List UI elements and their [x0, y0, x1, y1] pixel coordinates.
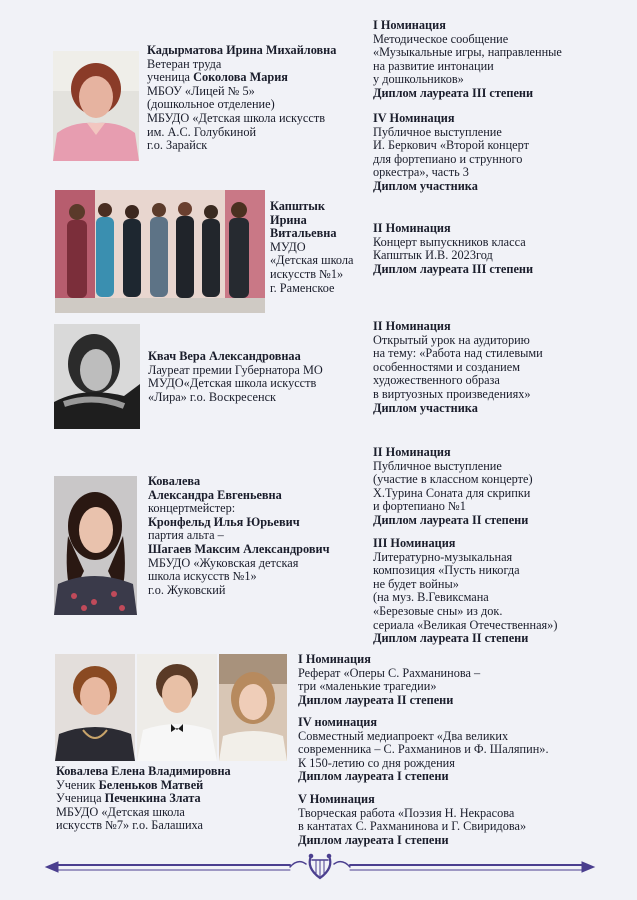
nomination-line: на тему: «Работа над стилевыми	[373, 346, 543, 361]
nomination-line: не будет войны»	[373, 576, 459, 591]
nomination-line: (на муз. В.Гевиксмана	[373, 590, 489, 605]
entry-1-city: г.о. Зарайск	[147, 138, 208, 153]
nomination-line: три «маленькие трагедии»	[298, 679, 437, 694]
nomination-line: современника – С. Рахманинов и Ф. Шаляпин».	[298, 742, 549, 757]
nomination-title: IV номинация	[298, 715, 378, 729]
nomination-line: на развитие интонации	[373, 58, 494, 73]
portrait-kovaleva-a-photo	[54, 476, 137, 615]
portrait-pechenkina-photo	[219, 654, 287, 761]
entry-4-part: партия альта –	[148, 528, 224, 543]
entry-3-name: Квач Вера Александровнаа	[148, 349, 301, 363]
entry-5-org-1: МБУДО «Детская школа	[56, 804, 185, 819]
footer-ornament	[40, 852, 600, 882]
entry-2-patronymic: Витальевна	[270, 226, 337, 241]
entry-4-role: концертмейстер:	[148, 501, 236, 516]
entry-3-nomination	[373, 320, 543, 415]
nomination-line: оркестра», часть 3	[373, 165, 469, 180]
nomination-title: I Номинация	[298, 652, 371, 666]
diploma-label: Диплом лауреата III степени	[373, 85, 534, 100]
nomination-title: II Номинация	[373, 445, 451, 459]
entry-1-org-1: МБОУ «Лицей № 5»	[147, 83, 255, 98]
nomination-title: III Номинация	[373, 536, 456, 550]
entry-4-accompanist: Кронфельд Илья Юрьевич	[148, 514, 300, 529]
lyre-ornament-icon	[40, 852, 600, 882]
entry-4-name: Александра Евгеньевна	[148, 487, 282, 502]
entry-1-nomination-2	[373, 112, 529, 194]
entry-4-org-1: МБУДО «Жуковская детская	[148, 555, 299, 570]
entry-2-nomination	[373, 222, 533, 276]
entry-4-city: г.о. Жуковский	[148, 582, 226, 597]
entry-2-org-2: «Детская школа	[270, 253, 354, 268]
entry-1-nomination	[373, 19, 562, 101]
entry-4-person	[148, 475, 330, 597]
entry-5-nomination	[298, 653, 480, 707]
entry-1-student-line: ученица Соколова Мария	[147, 70, 288, 85]
entry-5-nomination-3	[298, 793, 526, 847]
entry-3-person	[148, 350, 323, 404]
entry-3-title: Лауреат премии Губернатора МО	[148, 362, 323, 377]
nomination-line: И. Беркович «Второй концерт	[373, 138, 529, 153]
entry-4-surname: Ковалева	[148, 474, 201, 488]
nomination-title: I Номинация	[373, 18, 446, 32]
nomination-line: особенностями и созданием	[373, 359, 521, 374]
entry-1-org-4: им. А.С. Голубкиной	[147, 124, 257, 139]
nomination-line: у дошкольников»	[373, 72, 464, 87]
nomination-line: композиция «Пусть никогда	[373, 563, 520, 578]
nomination-line: Методическое сообщение	[373, 31, 509, 46]
nomination-line: для фортепиано и струнного	[373, 151, 523, 166]
diploma-label: Диплом лауреата II степени	[298, 692, 454, 707]
entry-2-person	[270, 200, 354, 295]
entry-4-nomination-2	[373, 537, 557, 646]
diploma-label: Диплом участника	[373, 178, 478, 193]
entry-2-firstname: Ирина	[270, 212, 307, 227]
nomination-title: IV Номинация	[373, 111, 455, 125]
diploma-label: Диплом лауреата II степени	[373, 512, 529, 527]
portrait-belenkov-photo	[137, 654, 217, 761]
entry-1-title: Ветеран труда	[147, 56, 222, 71]
entry-5-name: Ковалева Елена Владимировна	[56, 764, 231, 778]
entry-3-org-1: МУДО«Детская школа искусств	[148, 376, 317, 391]
nomination-line: Открытый урок на аудиторию	[373, 332, 530, 347]
nomination-line: в виртуозных произведениях»	[373, 386, 531, 401]
entry-5-student-2: Ученица Печенкина Злата	[56, 791, 201, 806]
nomination-line: Реферат «Оперы С. Рахманинова –	[298, 665, 481, 680]
nomination-line: сериала «Великая Отечественная»)	[373, 617, 558, 632]
nomination-line: Публичное выступление	[373, 458, 502, 473]
portrait-kovaleva-e-photo	[55, 654, 135, 761]
nomination-line: (участие в классном концерте)	[373, 472, 533, 487]
diploma-label: Диплом лауреата I степени	[298, 832, 449, 847]
entry-2-org-3: искусств №1»	[270, 266, 344, 281]
nomination-line: художественного образа	[373, 373, 500, 388]
nomination-title: V Номинация	[298, 792, 375, 806]
entry-1-name: Кадырматова Ирина Михайловна	[147, 43, 337, 57]
nomination-line: «Березовые сны» из док.	[373, 603, 503, 618]
entry-5-person	[56, 765, 231, 833]
entry-2-surname: Капштык	[270, 199, 325, 213]
entry-4-violist: Шагаев Максим Александрович	[148, 541, 330, 556]
portrait-kadyrmatova-photo	[53, 51, 139, 161]
entry-1-person	[147, 44, 336, 153]
nomination-line: Публичное выступление	[373, 124, 502, 139]
entry-1-org-2: (дошкольное отделение)	[147, 97, 275, 112]
nomination-title: II Номинация	[373, 221, 451, 235]
nomination-title: II Номинация	[373, 319, 451, 333]
entry-5-nomination-2	[298, 716, 549, 784]
nomination-line: Совместный медиапроект «Два великих	[298, 728, 509, 743]
nomination-line: Литературно-музыкальная	[373, 549, 513, 564]
nomination-line: в кантатах С. Рахманинова и Г. Свиридова»	[298, 819, 527, 834]
nomination-line: Капштык И.В. 2023год	[373, 248, 493, 263]
entry-5-student-1: Ученик Беленьков Матвей	[56, 777, 204, 792]
entry-4-org-2: школа искусств №1»	[148, 569, 257, 584]
entry-5-student-1-name: Беленьков Матвей	[98, 777, 204, 792]
entry-2-city: г. Раменское	[270, 280, 335, 295]
portrait-kvach-photo	[54, 324, 140, 429]
nomination-line: и фортепиано №1	[373, 499, 466, 514]
entry-5-org-2: искусств №7» г.о. Балашиха	[56, 818, 204, 833]
diploma-label: Диплом участника	[373, 400, 478, 415]
nomination-line: Х.Турина Соната для скрипки	[373, 485, 531, 500]
entry-2-org-1: МУДО	[270, 239, 306, 254]
nomination-line: К 150-летию со дня рождения	[298, 755, 455, 770]
nomination-line: Творческая работа «Поэзия Н. Некрасова	[298, 805, 515, 820]
nomination-line: «Музыкальные игры, направленные	[373, 45, 562, 60]
entry-4-nomination	[373, 446, 533, 528]
entry-1-org-3: МБУДО «Детская школа искусств	[147, 110, 326, 125]
diploma-label: Диплом лауреата I степени	[298, 769, 449, 784]
entry-5-student-2-name: Печенкина Злата	[104, 791, 201, 806]
diploma-label: Диплом лауреата II степени	[373, 631, 529, 646]
entry-1-student-name: Соколова Мария	[193, 70, 288, 85]
nomination-line: Концерт выпускников класса	[373, 234, 526, 249]
ensemble-kapshtyk-photo	[55, 190, 265, 313]
diploma-label: Диплом лауреата III степени	[373, 261, 534, 276]
entry-3-org-2: «Лира» г.о. Воскресенск	[148, 389, 277, 404]
